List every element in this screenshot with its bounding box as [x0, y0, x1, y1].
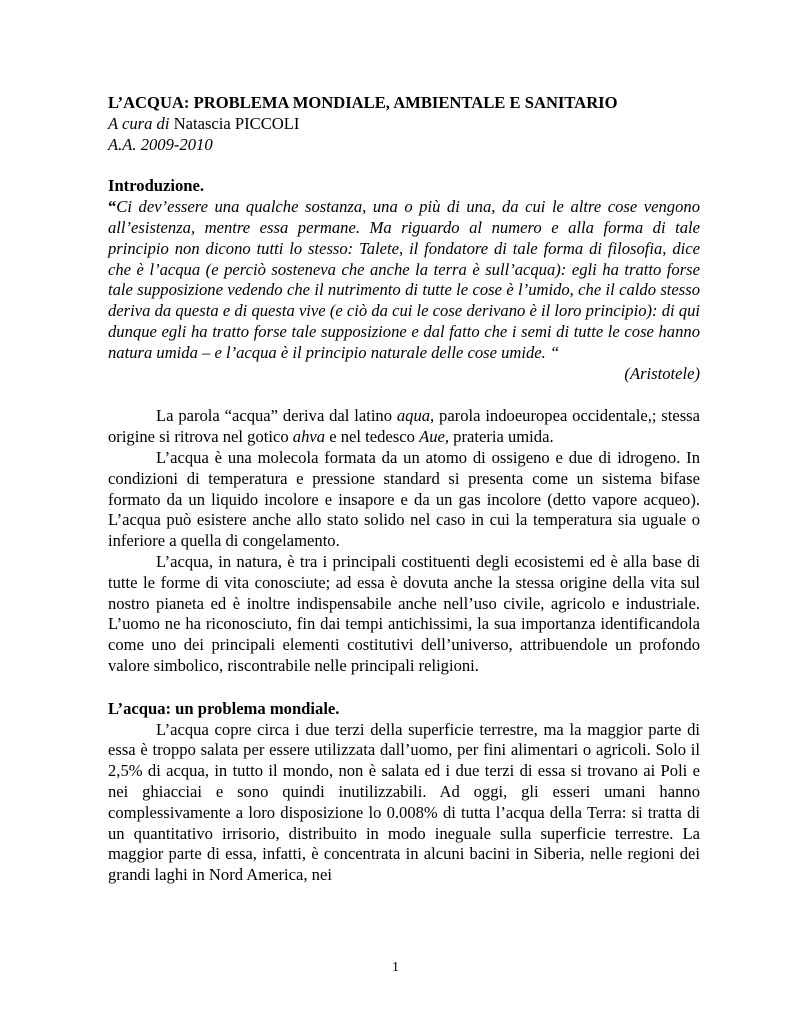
curator-name: Natascia PICCOLI	[173, 113, 300, 133]
spacer	[108, 384, 700, 406]
quote-open-mark: “	[108, 197, 117, 217]
text-run: prateria umida.	[449, 427, 554, 447]
spacer	[108, 677, 700, 699]
text-run: La parola “acqua” deriva dal latino	[156, 406, 397, 426]
document-page	[108, 93, 700, 886]
text-run: parola indoeuropea occidentale,; stessa origine si ritrova nel gotico	[108, 406, 700, 447]
document-title: L’ACQUA: PROBLEMA MONDIALE, AMBIENTALE E SANITARIO	[108, 93, 618, 112]
term-aqua: aqua,	[396, 406, 435, 426]
term-aue: Aue,	[419, 427, 450, 447]
term-ahva: ahva	[292, 427, 326, 447]
curator-prefix: A cura di	[108, 113, 170, 133]
quote-author: (Aristotele)	[624, 363, 700, 383]
intro-quote	[108, 197, 700, 363]
spacer	[108, 155, 700, 176]
page-number: 1	[392, 960, 399, 975]
intro-paragraph-etymology	[108, 406, 700, 448]
curator-line	[108, 114, 700, 135]
section-heading-global-problem: L’acqua: un problema mondiale.	[108, 698, 340, 718]
academic-year: A.A. 2009-2010	[108, 134, 213, 154]
quote-text: Ci dev’essere una qualche sostanza, una o più di una, da cui le altre cose vengono all’esistenza, mentre essa permane. Ma riguardo al numero e alla forma di tale principio non dicono tutti lo stesso: Talete, il fondatore di tale forma di filosofia, dice che è l’acqua (e perciò sosteneva che anche la terra è sull’acqua): egli ha tratto forse tale supposizione vedendo che il nutrimento di tutte le cose è l’umido, che il caldo stesso deriva da questa e di questa vive (e ciò da cui le cose derivano è il loro principio): di qui dunque egli ha tratto forse tale supposizione e dal fatto che i semi di tutte le cose hanno natura umida – e l’acqua è il principio naturale delle cose umide. “	[108, 197, 700, 362]
section-paragraph-distribution: L’acqua copre circa i due terzi della superficie terrestre, ma la maggior parte di essa è troppo salata per essere utilizzata dall’uomo, per fini alimentari o agricoli. Solo il 2,5% di acqua, in tutto il mondo, non è salata ed i due terzi di essa si trovano ai Poli e nei ghiacciai e sono quindi inutilizzabili. Ad oggi, gli esseri umani hanno complessivamente a loro disposizione lo 0.008% di tutta l’acqua della Terra: si tratta di un quantitativo irrisorio, distribuito in modo ineguale sulla superficie terrestre. La maggior parte di essa, infatti, è concentrata in alcuni bacini in Siberia, nelle regioni dei grandi laghi in Nord America, nei	[108, 719, 700, 885]
intro-heading: Introduzione.	[108, 176, 205, 196]
intro-paragraph-nature: L’acqua, in natura, è tra i principali costituenti degli ecosistemi ed è alla base di tutte le forme di vita conosciute; ad essa è dovuta anche la stessa origine della vita sul nostro pianeta ed è inoltre indispensabile anche nell’uso civile, agricolo e industriale. L’uomo ne ha riconosciuto, fin dai tempi antichissimi, la sua importanza identificandola come uno dei principali elementi costitutivi dell’universo, attribuendole un profondo valore simbolico, riscontrabile nelle principali religioni.	[108, 551, 700, 675]
text-run: e nel tedesco	[325, 427, 420, 447]
intro-paragraph-molecule: L’acqua è una molecola formata da un atomo di ossigeno e due di idrogeno. In condizioni di temperatura e pressione standard si presenta come un sistema bifase formato da un liquido incolore e insapore e da un gas incolore (detto vapore acqueo). L’acqua può esistere anche allo stato solido nel caso in cui la temperatura sia uguale o inferiore a quella di congelamento.	[108, 447, 700, 551]
